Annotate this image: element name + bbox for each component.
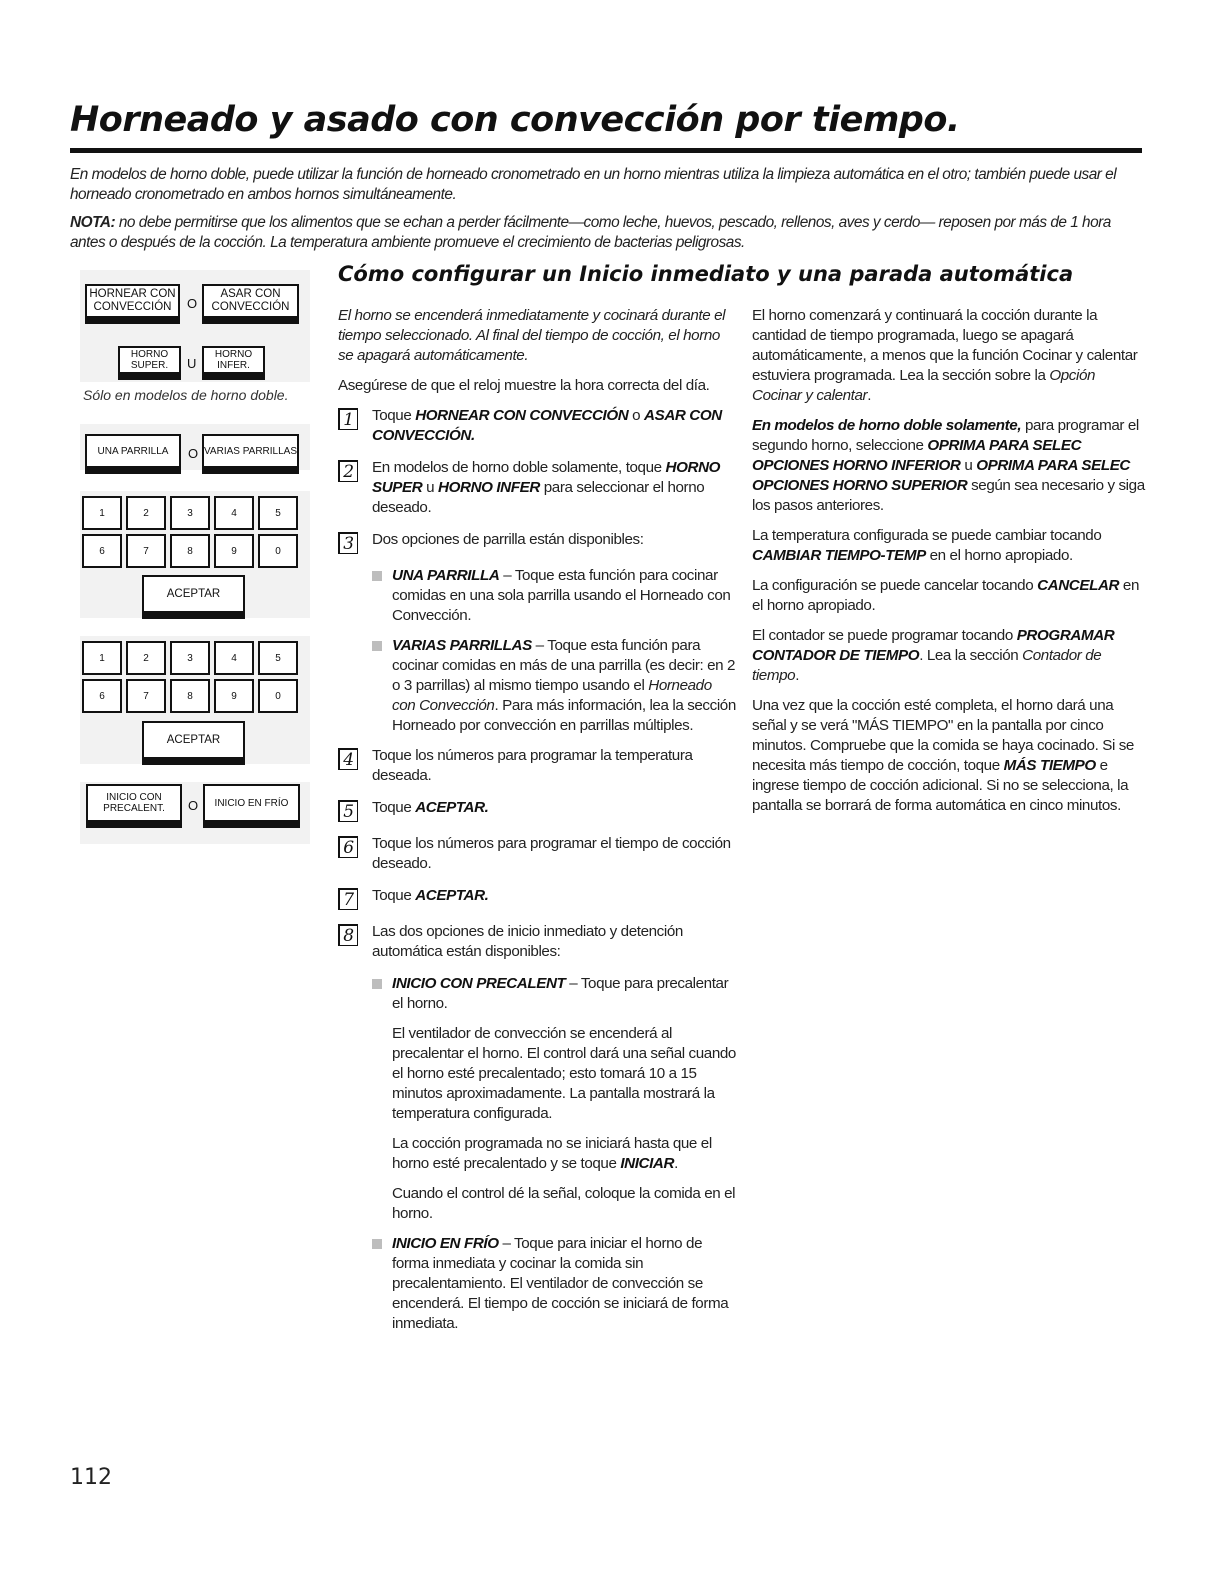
note-text: Opción Cocinar y calentar bbox=[752, 367, 1096, 404]
step-5 bbox=[338, 798, 738, 822]
key-name: CAMBIAR TIEMPO-TEMP bbox=[752, 547, 926, 564]
key-name: HORNEAR CON CONVECCIÓN bbox=[415, 407, 629, 424]
control-panel-illustration bbox=[80, 270, 310, 846]
aceptar-key: ACEPTAR bbox=[142, 721, 245, 765]
step-8 bbox=[338, 922, 738, 962]
bullet-icon bbox=[372, 641, 382, 651]
key-name: ASAR CON CONVECCIÓN. bbox=[372, 407, 722, 444]
step-text: Toque los números para programar el tiempo de cocción deseado. bbox=[372, 835, 731, 872]
key-name: OPRIMA PARA SELEC OPCIONES HORNO INFERIOR bbox=[752, 437, 1082, 474]
inicio-con-precalent-key: INICIO CON PRECALENT. bbox=[86, 784, 182, 828]
horno-infer-key: HORNO INFER. bbox=[202, 346, 265, 380]
double-oven-note: Sólo en modelos de horno doble. bbox=[83, 387, 289, 403]
una-parrilla-key: UNA PARRILLA bbox=[85, 434, 181, 474]
step-text: Toque los números para programar la temperatura deseada. bbox=[372, 747, 693, 784]
digit-key: 9 bbox=[214, 534, 254, 568]
digit-key: 3 bbox=[170, 641, 210, 675]
separator-o: O bbox=[187, 296, 198, 311]
option-text: . Para más información, lea la sección Horneado por convección en parrillas múltiples. bbox=[392, 697, 736, 734]
instructions-column bbox=[338, 306, 738, 1344]
option-inicio-en-frio bbox=[372, 1234, 738, 1334]
step-text: Toque bbox=[372, 799, 416, 816]
note-paragraph bbox=[752, 416, 1147, 516]
digit-key: 5 bbox=[258, 641, 298, 675]
digit-key: 3 bbox=[170, 496, 210, 530]
intro-note bbox=[70, 213, 1145, 253]
clock-note: Asegúrese de que el reloj muestre la hora correcta del día. bbox=[338, 377, 710, 394]
digit-key: 7 bbox=[126, 679, 166, 713]
option-una-parrilla bbox=[372, 566, 738, 626]
title-rule bbox=[70, 148, 1142, 153]
step-number: 2 bbox=[338, 460, 358, 482]
option-detail: El ventilador de convección se encenderá al precalentar el horno. El control dará una señal cuando el horno esté precalentado; esto tomará 10 a 15 minutos aproximadamente. La pantalla mostrará la temperatura configurada. bbox=[392, 1025, 736, 1122]
step-text: o bbox=[628, 407, 645, 424]
key-name: OPRIMA PARA SELEC OPCIONES HORNO SUPERIOR bbox=[752, 457, 1131, 494]
step-3 bbox=[338, 530, 738, 554]
bullet-icon bbox=[372, 571, 382, 581]
step-text: Toque bbox=[372, 407, 416, 424]
note-text: según sea necesario y siga los pasos anteriores. bbox=[752, 477, 1145, 514]
option-varias-parrillas bbox=[372, 636, 738, 736]
note-text: e ingrese tiempo de cocción adicional. Si no se selecciona, la pantalla se borrará de forma automática en cinco minutos. bbox=[752, 757, 1129, 814]
section-heading: Cómo configurar un Inicio inmediato y una parada automática bbox=[338, 262, 1074, 286]
separator-o: O bbox=[188, 798, 199, 813]
inicio-en-frio-key: INICIO EN FRÍO bbox=[203, 784, 300, 828]
digit-key: 5 bbox=[258, 496, 298, 530]
digit-key: 8 bbox=[170, 534, 210, 568]
digit-key: 4 bbox=[214, 641, 254, 675]
digit-key: 1 bbox=[82, 496, 122, 530]
digit-key: 6 bbox=[82, 534, 122, 568]
key-name: CANCELAR bbox=[1037, 577, 1120, 594]
bullet-icon bbox=[372, 979, 382, 989]
digit-key: 6 bbox=[82, 679, 122, 713]
intro bbox=[70, 165, 1145, 261]
note-text: en el horno apropiado. bbox=[925, 547, 1073, 564]
key-name: INICIO CON PRECALENT bbox=[392, 975, 566, 992]
step-number: 8 bbox=[338, 924, 358, 946]
note-text: u bbox=[960, 457, 977, 474]
separator-o: O bbox=[188, 446, 199, 461]
separator-u: U bbox=[187, 356, 197, 371]
lead-paragraph: El horno se encenderá inmediatamente y cocinará durante el tiempo seleccionado. Al final del tiempo de cocción, el horno se apagará automáticamente. bbox=[338, 307, 726, 364]
note-text: El horno comenzará y continuará la cocción durante la cantidad de tiempo programada, luego se apagará automáticamente, a menos que la función Cocinar y calentar estuviera programada. Lea la sección sobre la bbox=[752, 307, 1138, 384]
step-text: Toque bbox=[372, 887, 416, 904]
option-text: – Toque esta función para cocinar comidas en más de una parrilla (es decir: en 2 o 3 parrillas) al mismo tiempo usando el bbox=[392, 637, 736, 694]
bullet-icon bbox=[372, 1239, 382, 1249]
varias-parrillas-key: VARIAS PARRILLAS bbox=[202, 434, 299, 474]
digit-key: 1 bbox=[82, 641, 122, 675]
note-text: Contador de tiempo bbox=[752, 647, 1102, 684]
digit-key: 7 bbox=[126, 534, 166, 568]
key-name: INICIO EN FRÍO bbox=[392, 1235, 499, 1252]
key-name: MÁS TIEMPO bbox=[1003, 757, 1096, 774]
key-name: ACEPTAR. bbox=[415, 799, 489, 816]
note-paragraph bbox=[752, 526, 1147, 566]
option-detail: Cuando el control dé la señal, coloque la comida en el horno. bbox=[392, 1185, 736, 1222]
digit-key: 8 bbox=[170, 679, 210, 713]
key-name: HORNO INFER bbox=[438, 479, 540, 496]
option-text: – Toque esta función para cocinar comidas en una sola parrilla usando el Horneado con Convección. bbox=[392, 567, 731, 624]
step-text: En modelos de horno doble solamente, toque bbox=[372, 459, 666, 476]
hornear-con-conveccion-key: HORNEAR CON CONVECCIÓN bbox=[85, 284, 180, 324]
note-paragraph: El contador se puede programar tocando PROGRAMAR CONTADOR DE TIEMPO. Lea la sección Contador de tiempo. bbox=[752, 627, 1115, 684]
step-7 bbox=[338, 886, 738, 910]
aceptar-key: ACEPTAR bbox=[142, 575, 245, 619]
note-text: La temperatura configurada se puede cambiar tocando bbox=[752, 527, 1102, 544]
notes-column bbox=[752, 306, 1147, 826]
step-number: 1 bbox=[338, 408, 358, 430]
step-number: 3 bbox=[338, 532, 358, 554]
note-text: para programar el segundo horno, seleccione bbox=[752, 417, 1139, 454]
digit-key: 2 bbox=[126, 496, 166, 530]
asar-con-conveccion-key: ASAR CON CONVECCIÓN bbox=[202, 284, 299, 324]
step-6 bbox=[338, 834, 738, 874]
page-number: 112 bbox=[70, 1465, 112, 1490]
page-title: Horneado y asado con convección por tiempo. bbox=[70, 100, 960, 140]
step-4 bbox=[338, 746, 738, 786]
option-text: – Toque para iniciar el horno de forma inmediata y cocinar la comida sin precalentamiento. El ventilador de convección se encenderá. El tiempo de cocción se iniciará de forma inmediata. bbox=[392, 1235, 729, 1332]
digit-key: 2 bbox=[126, 641, 166, 675]
step-number: 5 bbox=[338, 800, 358, 822]
note-text: El contador se puede programar tocando bbox=[752, 627, 1017, 644]
step-1 bbox=[338, 406, 738, 446]
note-text: no debe permitirse que los alimentos que se echan a perder fácilmente—como leche, huevos, pescado, rellenos, aves y cerdo— reposen por más de 1 hora antes o después de la cocción. La temperatura ambiente promueve el crecimiento de bacterias peligrosas. bbox=[70, 214, 1111, 251]
step-2 bbox=[338, 458, 738, 518]
step-text: u bbox=[422, 479, 439, 496]
digit-key: 0 bbox=[258, 679, 298, 713]
digit-key: 9 bbox=[214, 679, 254, 713]
note-paragraph bbox=[752, 696, 1147, 816]
horno-super-key: HORNO SUPER. bbox=[118, 346, 181, 380]
key-name: HORNO SUPER bbox=[372, 459, 721, 496]
step-number: 4 bbox=[338, 748, 358, 770]
note-text: en el horno apropiado. bbox=[752, 577, 1140, 614]
digit-key: 0 bbox=[258, 534, 298, 568]
note-text: La configuración se puede cancelar tocando bbox=[752, 577, 1038, 594]
key-name: En modelos de horno doble solamente, bbox=[752, 417, 1022, 434]
key-name: INICIAR bbox=[620, 1155, 675, 1172]
option-text: – Toque para precalentar el horno. bbox=[392, 975, 729, 1012]
note-text: . Lea la sección bbox=[919, 647, 1023, 664]
key-name: UNA PARRILLA bbox=[392, 567, 500, 584]
option-detail: La cocción programada no se iniciará hasta que el horno esté precalentado y se toque INICIAR. bbox=[392, 1135, 712, 1172]
option-text: Horneado con Convección bbox=[392, 677, 712, 714]
step-text: para seleccionar el horno deseado. bbox=[372, 479, 705, 516]
digit-key: 4 bbox=[214, 496, 254, 530]
step-number: 6 bbox=[338, 836, 358, 858]
option-inicio-con-precalent bbox=[372, 974, 738, 1014]
key-name: ACEPTAR. bbox=[415, 887, 489, 904]
note-paragraph: El horno comenzará y continuará la cocción durante la cantidad de tiempo programada, luego se apagará automáticamente, a menos que la función Cocinar y calentar estuviera programada. Lea la sección sobre la Opción Cocinar y calentar. bbox=[752, 307, 1138, 404]
note-label: NOTA: bbox=[70, 214, 116, 231]
step-number: 7 bbox=[338, 888, 358, 910]
key-name: VARIAS PARRILLAS bbox=[392, 637, 532, 654]
step-text: Las dos opciones de inicio inmediato y detención automática están disponibles: bbox=[372, 923, 683, 960]
key-name: PROGRAMAR CONTADOR DE TIEMPO bbox=[752, 627, 1115, 664]
step-text: Dos opciones de parrilla están disponibles: bbox=[372, 531, 644, 548]
note-paragraph bbox=[752, 576, 1147, 616]
option-text: La cocción programada no se iniciará hasta que el horno esté precalentado y se toque bbox=[392, 1135, 712, 1172]
note-text: Una vez que la cocción esté completa, el horno dará una señal y se verá "MÁS TIEMPO" en la pantalla por cinco minutos. Compruebe que la comida se haya cocinado. Si se necesita más tiempo de cocción, toque bbox=[752, 697, 1134, 774]
intro-paragraph: En modelos de horno doble, puede utilizar la función de horneado cronometrado en un horno mientras utiliza la limpieza automática en el otro; también puede usar el horneado cronometrado en ambos hornos simultáneamente. bbox=[70, 166, 1117, 203]
